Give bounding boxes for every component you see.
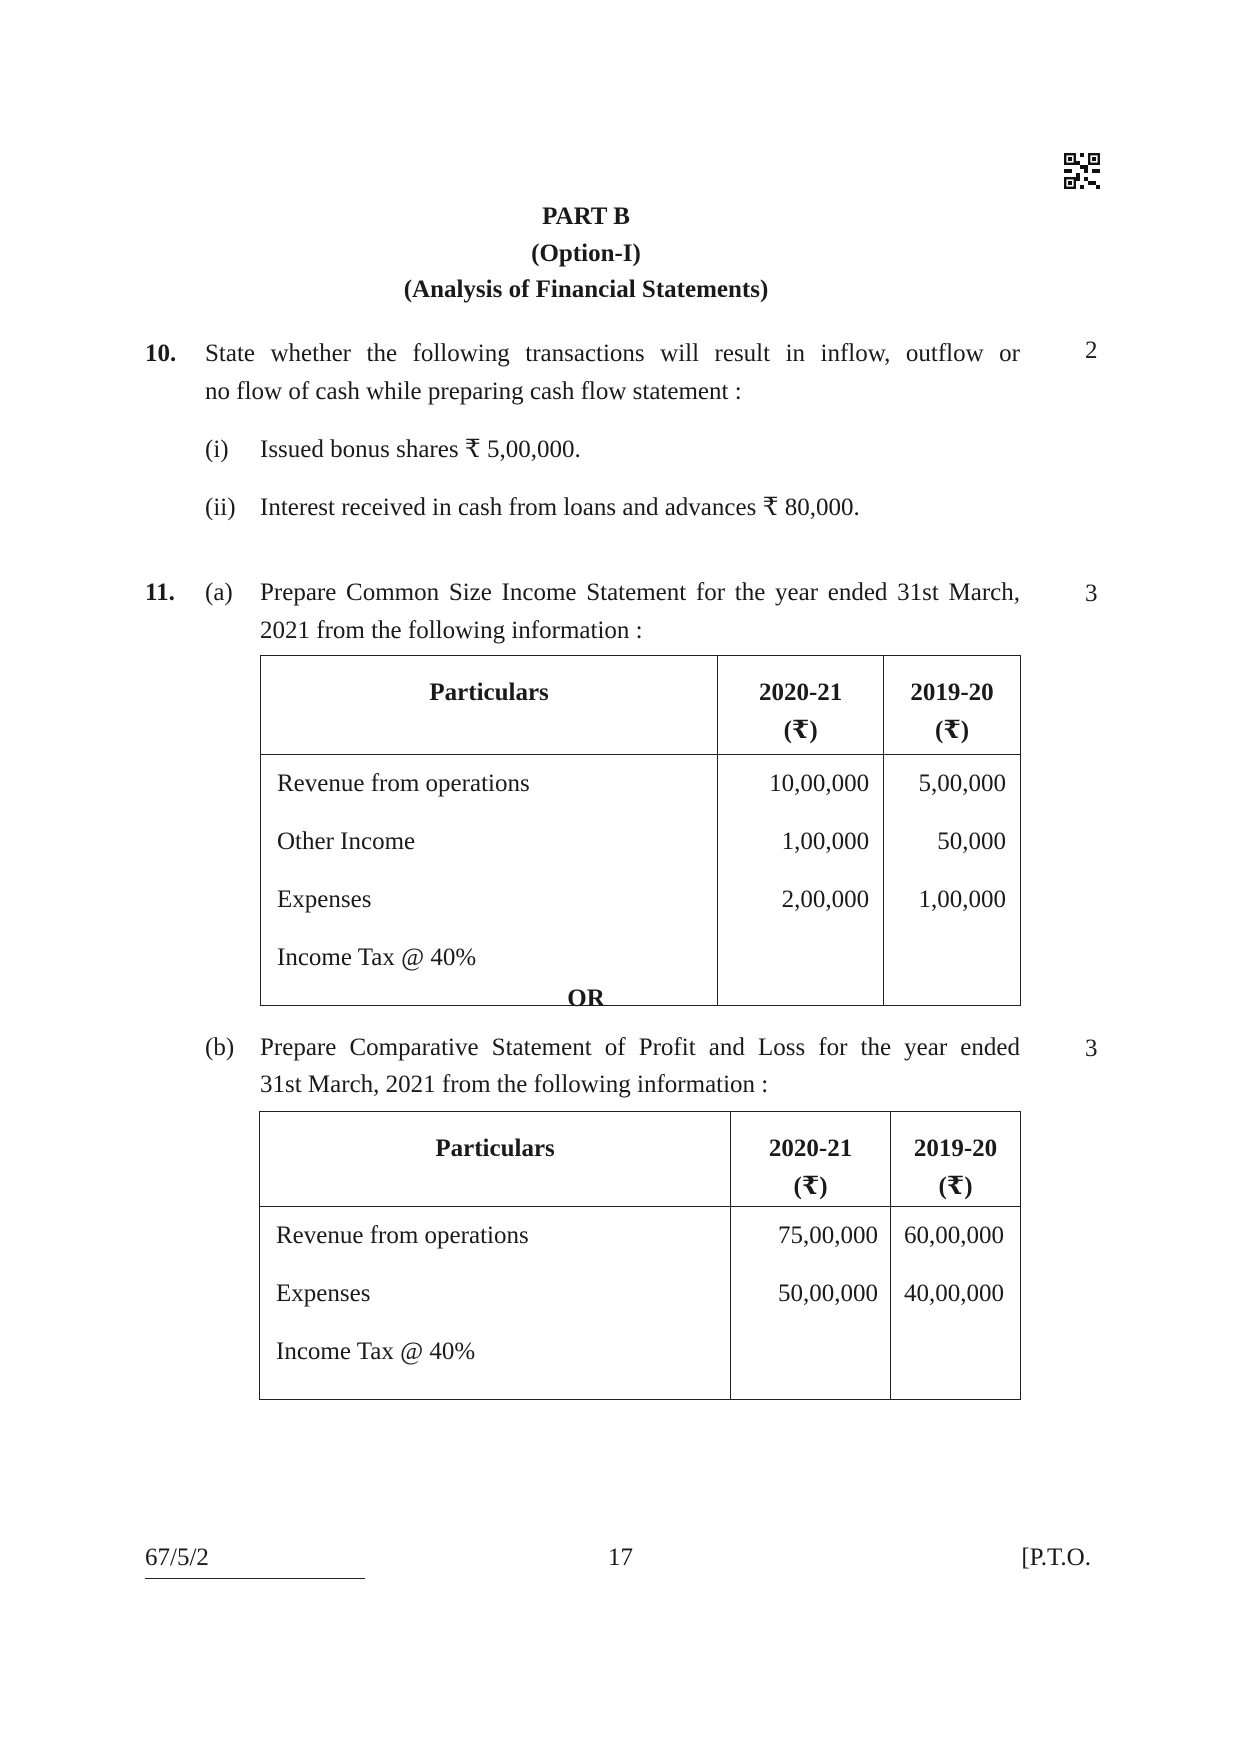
question-11b-text-line2: 31st March, 2021 from the following information : — [260, 1071, 769, 1098]
question-11a-marks: 3 — [1085, 580, 1098, 607]
question-11a-text-line1: Prepare Common Size Income Statement for the year ended 31st March, — [260, 579, 1020, 606]
table-header-year: 2020-21 (₹) — [731, 1112, 891, 1207]
table-row: Revenue from operations 75,00,000 60,00,000 — [260, 1207, 1021, 1278]
question-10-item-label: (ii) — [205, 494, 236, 521]
qr-code — [1064, 153, 1100, 189]
table-row: Expenses 50,00,000 40,00,000 — [260, 1277, 1021, 1335]
table-header-particulars: Particulars — [261, 656, 718, 755]
comparative-table — [259, 1111, 1021, 1400]
part-option: (Option-I) — [531, 240, 641, 267]
table-header-particulars: Particulars — [260, 1112, 731, 1207]
common-size-table — [260, 655, 1021, 1006]
question-11a-label: (a) — [205, 579, 233, 606]
table-row: Income Tax @ 40% — [261, 941, 1021, 1006]
table-header-year: 2019-20 (₹) — [891, 1112, 1021, 1207]
part-title: PART B — [542, 203, 630, 230]
question-10-item-text: Issued bonus shares ₹ 5,00,000. — [260, 436, 581, 463]
question-10-item-text: Interest received in cash from loans and advances ₹ 80,000. — [260, 494, 860, 521]
question-10-marks: 2 — [1085, 337, 1098, 364]
part-subtitle: (Analysis of Financial Statements) — [403, 276, 769, 303]
question-11a-text-line2: 2021 from the following information : — [260, 617, 643, 644]
footer-rule — [145, 1578, 365, 1579]
paper-code: 67/5/2 — [145, 1544, 209, 1571]
table-header-year: 2019-20 (₹) — [884, 656, 1021, 755]
question-10-text-line1: State whether the following transactions will result in inflow, outflow or — [205, 340, 1020, 367]
question-11b-label: (b) — [205, 1034, 235, 1061]
question-11b-text-line1: Prepare Comparative Statement of Profit and Loss for the year ended — [260, 1034, 1020, 1061]
table-row: Expenses 2,00,000 1,00,000 — [261, 883, 1021, 941]
table-row: Income Tax @ 40% — [260, 1335, 1021, 1400]
question-10-text-line2: no flow of cash while preparing cash flow statement : — [205, 378, 742, 405]
table-row: Other Income 1,00,000 50,000 — [261, 825, 1021, 883]
page-number: 17 — [608, 1544, 633, 1571]
question-10-item-label: (i) — [205, 436, 229, 463]
pto-label: [P.T.O. — [1021, 1544, 1091, 1571]
question-11b-marks: 3 — [1085, 1035, 1098, 1062]
or-label: OR — [567, 985, 605, 1012]
question-11-number: 11. — [145, 579, 175, 606]
question-10-number: 10. — [145, 340, 177, 367]
table-row: Revenue from operations 10,00,000 5,00,000 — [261, 755, 1021, 826]
table-header-year: 2020-21 (₹) — [718, 656, 884, 755]
